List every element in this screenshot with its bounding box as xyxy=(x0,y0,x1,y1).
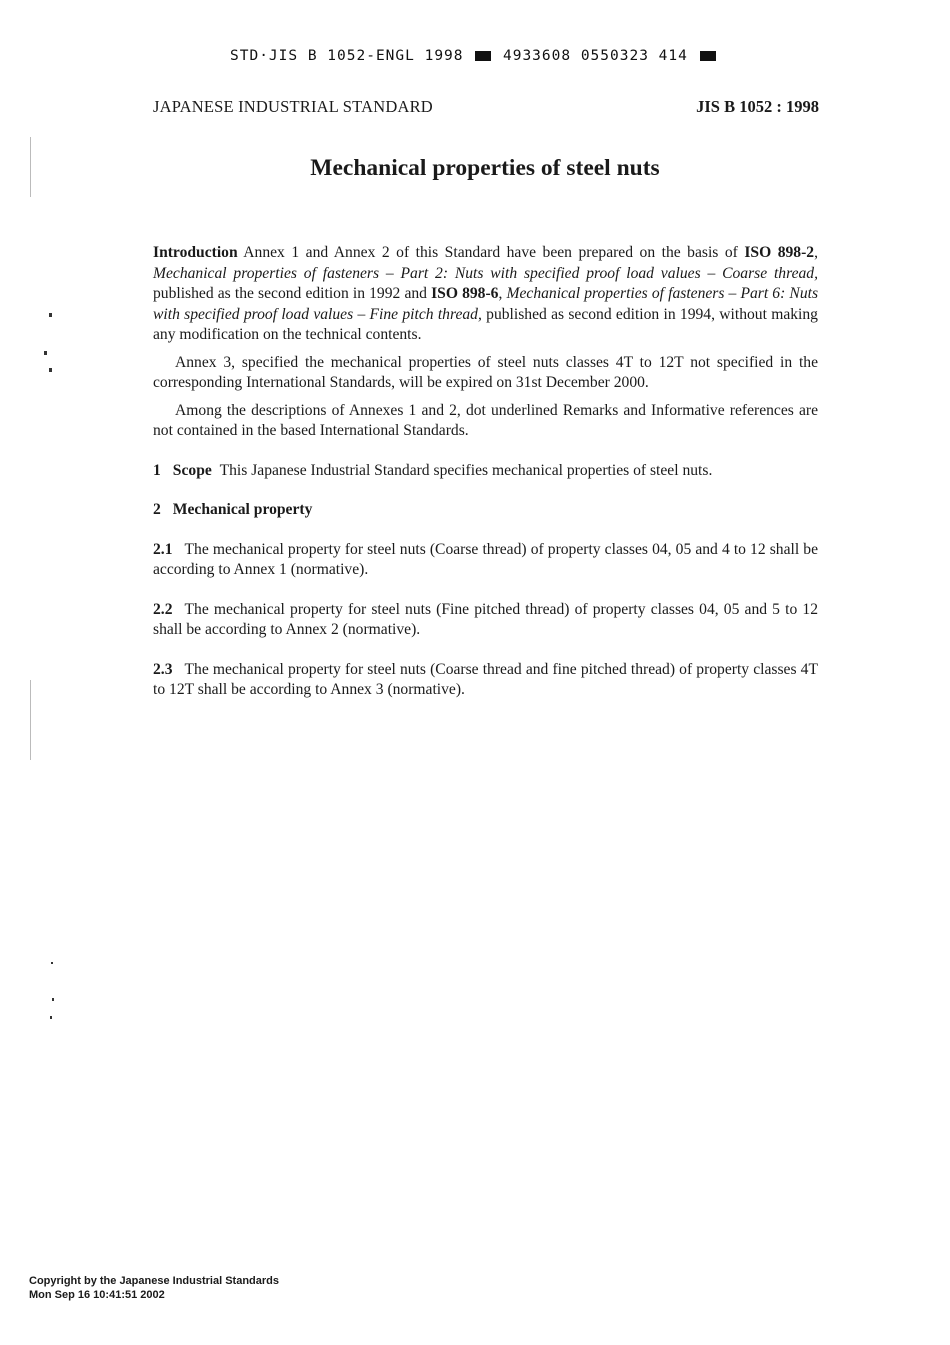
page-title: Mechanical properties of steel nuts xyxy=(310,155,660,181)
scan-mark xyxy=(52,998,54,1001)
timestamp-line: Mon Sep 16 10:41:51 2002 xyxy=(29,1289,165,1301)
scan-line xyxy=(30,137,31,197)
scope-text: This Japanese Industrial Standard specifies mechanical properties of steel nuts. xyxy=(219,461,713,479)
document-code-header xyxy=(230,48,718,64)
section-heading: Scope xyxy=(172,461,212,479)
section-heading: Mechanical property xyxy=(172,501,313,518)
copyright-line: Copyright by the Japanese Industrial Standards xyxy=(29,1275,279,1287)
clause-number: 2.1 xyxy=(153,540,173,558)
introduction-paragraph: Introduction Annex 1 and Annex 2 of this Standard have been prepared on the basis of ISO 898-2, Mechanical properties of fasteners – Part 2: Nuts with specified proof load values – Coarse thread, published as the second edition in 1992 and ISO 898-6, Mechanical properties of fasteners – Part 6: Nuts with specified proof load values – Fine pitch thread, published as second edition in 1994, without making any modification on the technical contents. xyxy=(153,244,819,343)
document-body xyxy=(153,243,818,720)
clause-text: The mechanical property for steel nuts (Coarse thread) of property classes 04, 05 and 4 to 12 shall be according to Annex 1 (normative). xyxy=(153,540,818,578)
annexes-note-paragraph: Among the descriptions of Annexes 1 and 2, dot underlined Remarks and Informative references are not contained in the based International Standards. xyxy=(153,401,818,439)
scope-section xyxy=(153,461,818,482)
iso-reference: ISO 898-6 xyxy=(431,285,499,302)
scan-line xyxy=(30,680,31,760)
scan-mark xyxy=(49,313,52,317)
section-number: 1 xyxy=(153,461,161,479)
iso-reference-title: Mechanical properties of fasteners – Part 6: Nuts with specified proof load values – Fine pitch thread, xyxy=(153,285,819,323)
scan-mark xyxy=(49,368,52,372)
section-2-heading xyxy=(153,500,818,521)
standard-number: JIS B 1052 : 1998 xyxy=(696,97,819,116)
copyright-footer xyxy=(29,1274,279,1302)
section-number: 2 xyxy=(153,501,161,518)
introduction-heading: Introduction xyxy=(153,244,238,261)
clause-text: The mechanical property for steel nuts (Fine pitched thread) of property classes 04, 05 and 5 to 12 shall be according to Annex 2 (normative). xyxy=(153,600,818,638)
standard-label: JAPANESE INDUSTRIAL STANDARD xyxy=(153,97,433,116)
scan-mark xyxy=(51,962,53,964)
iso-reference: ISO 898-2 xyxy=(744,244,815,261)
clause xyxy=(153,540,818,581)
scan-mark xyxy=(50,1016,52,1019)
annex3-paragraph: Annex 3, specified the mechanical properties of steel nuts classes 4T to 12T not specified in the corresponding International Standards, will be expired on 31st December 2000. xyxy=(153,353,818,391)
iso-reference-title: Mechanical properties of fasteners – Part 2: Nuts with specified proof load values – Coarse thread, xyxy=(153,264,818,282)
clause-number: 2.3 xyxy=(153,660,173,678)
doc-code: STD·JIS B 1052-ENGL 1998 xyxy=(230,48,464,64)
barcode-digits: 4933608 0550323 414 xyxy=(502,48,688,64)
clause xyxy=(153,660,818,701)
barcode-block xyxy=(700,51,716,61)
scan-mark xyxy=(44,351,47,355)
clause-text: The mechanical property for steel nuts (Coarse thread and fine pitched thread) of property classes 4T to 12T shall be according to Annex 3 (normative). xyxy=(153,660,818,698)
clause-number: 2.2 xyxy=(153,600,173,618)
barcode-block xyxy=(475,51,491,61)
clause xyxy=(153,600,818,641)
